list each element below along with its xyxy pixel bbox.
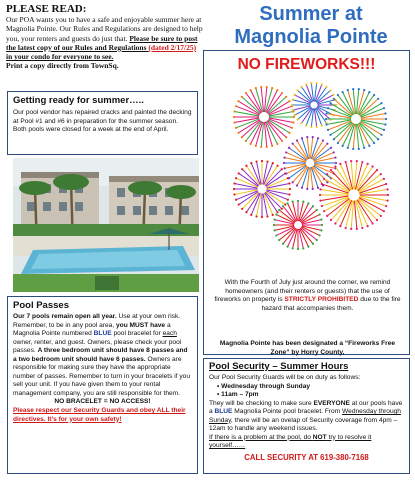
getting-ready-text: Our pool vendor has repaired cracks and painted the decking at Pool #1 and #6 in preparation for the summer season. Both pools were closed for a week at the end of April. xyxy=(13,109,192,133)
fireworks-text-b: due to the fire hazard that accompanies them. xyxy=(261,296,401,312)
security-p1: They will be checking to make sure xyxy=(209,399,314,407)
security-days: • Wednesday through Sunday xyxy=(217,383,404,392)
fireworks-illustration xyxy=(222,77,394,265)
print-copy-note: Print a copy directly from TownSq. xyxy=(6,61,119,71)
firework-burst xyxy=(325,88,387,150)
must-have: you MUST have xyxy=(116,321,166,329)
pool-passes-t2: Use at your own risk. Remember, to be in any pool area, xyxy=(13,313,181,329)
respect-security-note: Please respect our Security Guards and obey ALL their directives. It’s for your own safety! xyxy=(13,407,186,423)
no-fireworks-title: NO FIREWORKS!!! xyxy=(237,56,376,73)
security-p2-b: try to resolve it yourself…… xyxy=(209,433,372,449)
title-line-2: Magnolia Pointe xyxy=(234,26,388,48)
please-read-post-rules-end: in your condo for everyone to see. xyxy=(6,52,114,62)
security-hours: • 11am – 7pm xyxy=(217,391,404,400)
fireworks-text xyxy=(214,279,401,313)
security-hours-list xyxy=(217,383,404,400)
security-p2-a: If there is a problem at the pool, do xyxy=(209,433,313,441)
security-days-underlined: Wednesday through Sunday xyxy=(209,408,401,424)
pools-open-note: Our 7 pools remain open all year. xyxy=(13,313,117,320)
each-word: each xyxy=(162,330,177,338)
firework-burst xyxy=(319,160,389,230)
security-paragraph xyxy=(209,400,404,434)
rules-date: (dated 2/17/25) xyxy=(148,42,197,52)
getting-ready-box xyxy=(7,91,198,155)
please-read-notice xyxy=(6,3,204,71)
pool-passes-t6: pool bracelet for xyxy=(111,330,163,338)
pool-security-title: Pool Security – Summer Hours xyxy=(209,361,349,372)
security-p1-c: Magnolia Pointe pool bracelet. From xyxy=(232,408,343,415)
security-p1-b: at our pools have a xyxy=(209,399,403,415)
security-problem-note xyxy=(209,434,404,451)
no-fireworks-box xyxy=(203,50,410,355)
fireworks-free-zone-note: Magnolia Pointe has been designated a “Fireworks Free Zone” by Horry County. xyxy=(219,340,396,356)
pool-security-box xyxy=(203,358,410,474)
call-security-phone: CALL SECURITY AT 619-380-7168 xyxy=(244,452,369,462)
fireworks-text-a: With the Fourth of July just around the corner, we remind homeowners (and their renters or guests) that the use of fireworks on property is xyxy=(214,279,391,304)
security-intro: Our Pool Security Guards will be on duty as follows: xyxy=(209,374,361,381)
title-line-1: Summer at xyxy=(259,3,363,25)
pool-passes-t8: owner, renter, and guest. Owners, please check your pool passes. xyxy=(13,338,182,355)
pool-passes-box xyxy=(7,296,198,474)
pool-passes-t10: Owners are responsible for making sure they have the appropriate number of passes. Remember to turn in your bracelets if you sell your unit. If you have given them to your rental management company, you are still responsible for them. xyxy=(13,355,191,397)
please-read-heading: PLEASE READ: xyxy=(6,3,87,15)
security-blue-word: BLUE xyxy=(214,408,233,415)
no-bracelet-no-access: NO BRACELET = NO ACCESS! xyxy=(54,398,151,406)
firework-burst xyxy=(291,82,337,128)
please-read-text: Our POA wants you to have a safe and enjoyable summer here at Magnolia Pointe. Our Rules and Regulations are designed to help you, your renters and guests do just that. xyxy=(6,15,203,43)
pass-counts: A three bedroom unit should have 8 passes and a two bedroom unit should have 6 passes. xyxy=(13,347,188,363)
newsletter-title xyxy=(212,3,410,49)
please-read-post-rules: Please be sure to post the latest copy of our Rules and Regulations xyxy=(6,33,198,52)
everyone-word: EVERYONE xyxy=(313,399,350,407)
pool-passes-t4: a Magnolia Pointe numbered xyxy=(13,321,171,338)
firework-burst xyxy=(233,160,291,218)
pool-passes-title: Pool Passes xyxy=(13,300,69,311)
blue-word: BLUE xyxy=(93,330,112,338)
not-word: NOT xyxy=(312,433,327,441)
getting-ready-title: Getting ready for summer….. xyxy=(13,95,144,106)
pool-photo-illustration xyxy=(13,158,199,292)
security-p1-d: , there will be an ovelap of Security coverage from 4pm – 12am to handle any weekend issues. xyxy=(209,416,398,432)
firework-burst xyxy=(233,86,295,148)
pool-passes-text xyxy=(13,313,192,398)
pool-photo xyxy=(13,158,199,292)
strictly-prohibited: STRICTLY PROHIBITED xyxy=(284,296,359,304)
